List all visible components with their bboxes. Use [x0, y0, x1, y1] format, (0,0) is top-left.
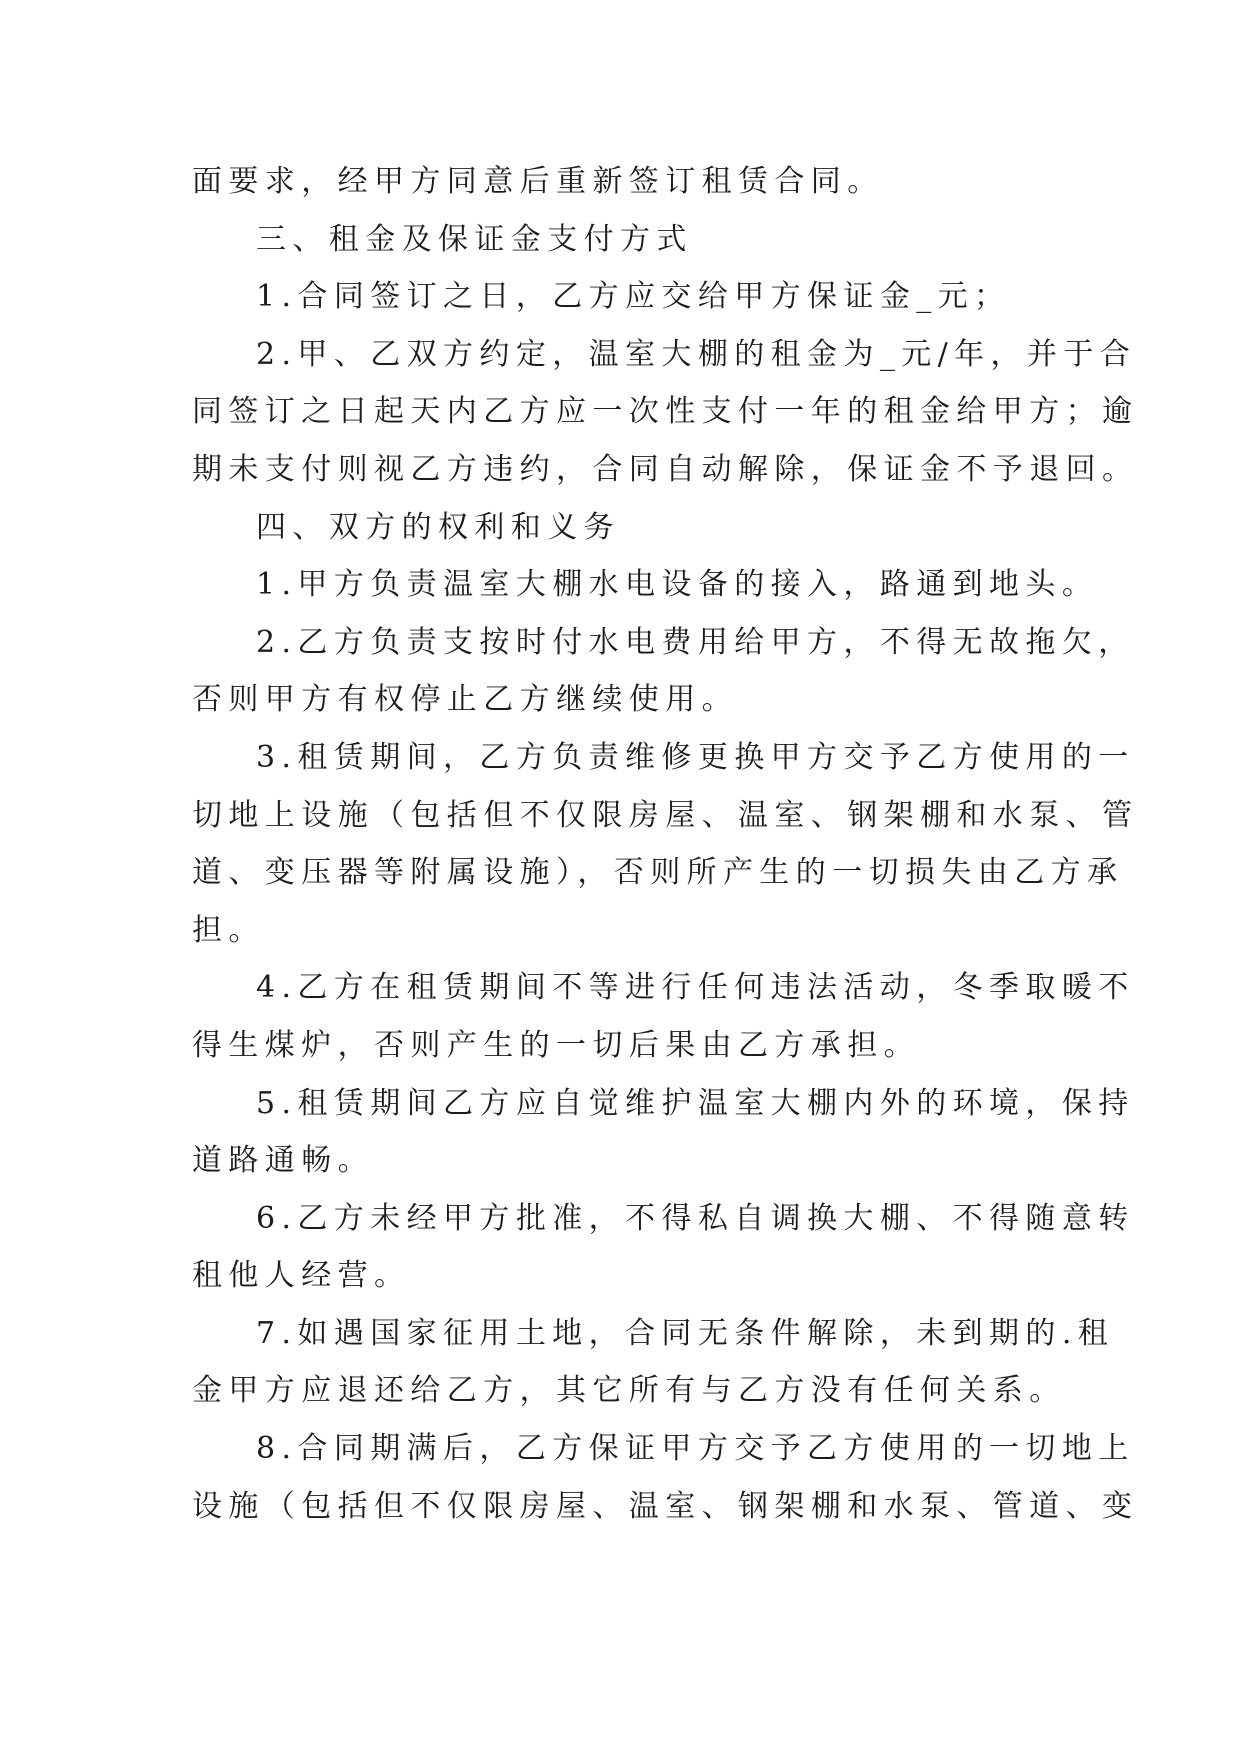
clause-line: 3.租赁期间，乙方负责维修更换甲方交予乙方使用的一	[256, 739, 1135, 775]
text-line: 面要求，经甲方同意后重新签订租赁合同。	[192, 164, 884, 199]
document-body	[192, 153, 1139, 1535]
clause-line: 1.合同签订之日，乙方应交给甲方保证金_元；	[256, 279, 1011, 315]
clause-line: 1.甲方负责温室大棚水电设备的接入，路通到地头。	[256, 567, 1099, 603]
section-heading: 四、双方的权利和义务	[256, 509, 620, 545]
section-heading: 三、租金及保证金支付方式	[256, 221, 693, 257]
text-line: 担。	[192, 912, 265, 948]
text-line: 得生煤炉，否则产生的一切后果由乙方承担。	[192, 1027, 920, 1063]
clause-line: 8.合同期满后，乙方保证甲方交予乙方使用的一切地上	[256, 1431, 1135, 1467]
text-line: 否则甲方有权停止乙方继续使用。	[192, 682, 738, 718]
clause-line: 2.甲、乙双方约定，温室大棚的租金为_元/年，并于合	[256, 336, 1137, 372]
clause-line: 2.乙方负责支按时付水电费用给甲方，不得无故拖欠，	[256, 624, 1135, 660]
text-line: 道路通畅。	[192, 1143, 374, 1179]
text-line: 同签订之日起天内乙方应一次性支付一年的租金给甲方；逾	[192, 394, 1139, 430]
text-line: 道、变压器等附属设施），否则所产生的一切损失由乙方承	[192, 855, 1124, 891]
text-line: 金甲方应退还给乙方，其它所有与乙方没有任何关系。	[192, 1373, 1066, 1409]
text-line: 设施（包括但不仅限房屋、温室、钢架棚和水泵、管道、变	[192, 1488, 1139, 1524]
clause-line: 7.如遇国家征用土地，合同无条件解除，未到期的.租	[256, 1315, 1115, 1351]
text-line: 租他人经营。	[192, 1258, 411, 1294]
clause-line: 5.租赁期间乙方应自觉维护温室大棚内外的环境，保持	[256, 1085, 1135, 1121]
clause-line: 6.乙方未经甲方批准，不得私自调换大棚、不得随意转	[256, 1200, 1135, 1236]
text-line: 期未支付则视乙方违约，合同自动解除，保证金不予退回。	[192, 451, 1139, 487]
text-line: 切地上设施（包括但不仅限房屋、温室、钢架棚和水泵、管	[192, 797, 1139, 833]
clause-line: 4.乙方在租赁期间不等进行任何违法活动，冬季取暖不	[256, 970, 1135, 1006]
